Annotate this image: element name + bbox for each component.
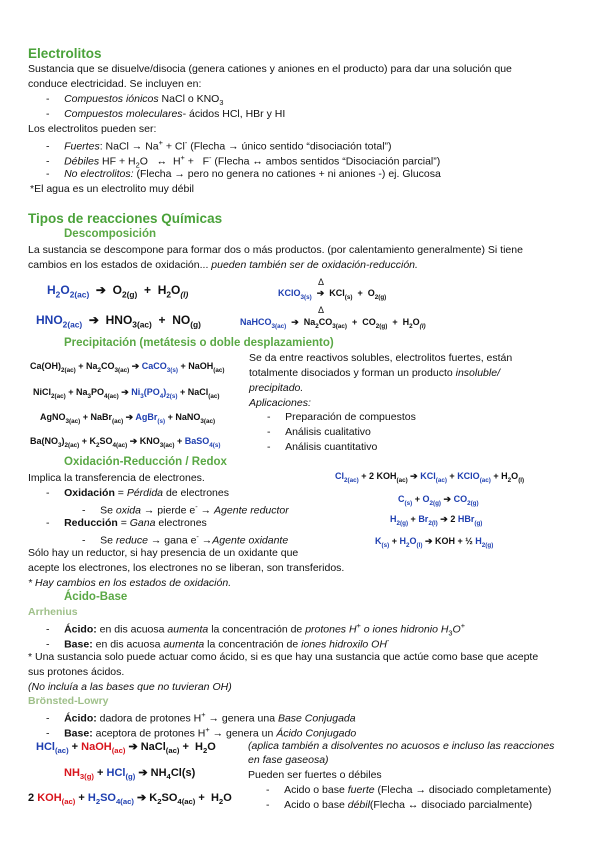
equation-acid-base-1: HCl$_{(ac)}$ + NaOH$_{(ac)}$ ➔ NaCl$_{(ac)}$ + $H_2O$ bbox=[36, 741, 216, 756]
list-item: - No electrolitos: (Flecha → pero no genera no cationes + ni aniones -) ej. Glucosa bbox=[46, 168, 441, 180]
paragraph: Sustancia que se disuelve/disocia (genera cationes y aniones en el producto) para dar una solución que bbox=[28, 63, 512, 75]
subsection-title-descomposicion: Descomposición bbox=[64, 228, 157, 240]
equation-precip-4: $Ba(NO_3)_{2(ac)} + K_2SO_{4(ac)}$ ➔ $KNO_{3(ac)}$ + BaSO$_{4(s)}$ bbox=[30, 436, 221, 449]
section-title-electrolitos: Electrolitos bbox=[28, 46, 102, 61]
paragraph: sus protones ácidos. bbox=[28, 666, 125, 678]
list-item: - Se oxida → pierde e- → Agente reductor bbox=[82, 502, 289, 517]
delta-symbol: Δ bbox=[318, 277, 325, 287]
equation-acid-base-3: 2 $KOH_{(ac)} + H_2SO_{4(ac)}$ ➔ $K_2SO_{4(ac)} + H_2O$ bbox=[28, 792, 232, 807]
list-item: - Acido o base débil(Flecha ↔ disociado parcialmente) bbox=[266, 799, 533, 811]
paragraph: conduce electricidad. Se incluyen en: bbox=[28, 78, 202, 90]
list-item: - Compuestos iónicos NaCl o $KNO_3$ bbox=[46, 93, 224, 108]
equation-h2o2: $H_2O_{2(ac)}$ ➔ $O_{2(g)} + H_2O_{(l)}$ bbox=[47, 283, 189, 300]
list-item: - Preparación de compuestos bbox=[267, 411, 416, 423]
paragraph: precipitado. bbox=[249, 382, 304, 394]
subsection-title-acido-base: Ácido-Base bbox=[64, 591, 128, 603]
list-item: - Análisis cualitativo bbox=[267, 426, 371, 438]
item-text: NaCl o KNO bbox=[158, 93, 220, 105]
list-item: - Compuestos moleculares- ácidos HCl, HBr y HI bbox=[46, 108, 286, 120]
equation-redox-4: $K_{(s)} + H_2O_{(l)}$ ➔ KOH + ½ $H_{2(g)}$ bbox=[375, 536, 494, 549]
list-item: - Acido o base fuerte (Flecha → disociado completamente) bbox=[266, 784, 552, 796]
paragraph: Los electrolitos pueden ser: bbox=[28, 123, 157, 135]
list-item: - Análisis cuantitativo bbox=[267, 441, 378, 453]
list-item: - Débiles HF + $H_2O$ ↔ H+ + F- (Flecha ↔ ambos sentidos “Disociación parcial”) bbox=[46, 153, 441, 170]
paragraph: * Una sustancia solo puede actuar como ácido, si es que hay una sustancia que actúe como base que acepte bbox=[28, 651, 539, 663]
paragraph: (No incluía a las bases que no tuvieran OH) bbox=[28, 681, 232, 693]
list-item: - Base: en dis acuosa aumenta la concentración de iones hidroxilo OH- bbox=[46, 636, 390, 651]
section-title-tipos: Tipos de reacciones Químicas bbox=[28, 211, 223, 226]
equation-kclo3: KClO$_{3(s)}$ ➔ $KCl_{(s)} + O_{2(g)}$ bbox=[278, 288, 387, 301]
paragraph: acepte los electrones, los electrones no se liberan, son transferidos. bbox=[28, 562, 345, 574]
paragraph: en fase gaseosa) bbox=[248, 754, 329, 766]
equation-redox-3: $H_{2(g)} + Br_{2(l)}$ ➔ 2 HBr$_{(g)}$ bbox=[390, 514, 483, 527]
subsection-title-precipitacion: Precipitación (metátesis o doble desplazamiento) bbox=[64, 337, 334, 349]
item-text: - ácidos HCl, HBr y HI bbox=[182, 108, 286, 120]
list-item: - Ácido: dadora de protones H+ → genera una Base Conjugada bbox=[46, 710, 356, 725]
paragraph: (aplica también a disolventes no acuosos e incluso las reacciones bbox=[248, 740, 555, 752]
item-label: Compuestos iónicos bbox=[64, 93, 159, 105]
equation-precip-1: $Ca(OH)_{2(ac)} + Na_2CO_{3(ac)}$ ➔ CaCO$_{3(s)}$ + NaOH$_{(ac)}$ bbox=[30, 361, 225, 374]
paragraph: Pueden ser fuertes o débiles bbox=[248, 769, 382, 781]
list-item: - Oxidación = Pérdida de electrones bbox=[46, 487, 229, 499]
subsection-title-redox: Oxidación-Reducción / Redox bbox=[64, 456, 227, 468]
paragraph: Se da entre reactivos solubles, electrolitos fuertes, están bbox=[249, 352, 513, 364]
heading-bronsted: Brönsted-Lowry bbox=[28, 695, 109, 707]
paragraph: totalmente disociados y forman un producto insoluble/ bbox=[249, 367, 500, 379]
note: *El agua es un electrolito muy débil bbox=[30, 183, 195, 195]
equation-nahco3: NaHCO$_{3(ac)}$ ➔ $Na_2CO_{3(ac)} + CO_{2(g)} + H_2O_{(l)}$ bbox=[240, 317, 426, 330]
paragraph: Sólo hay un reductor, si hay presencia de un oxidante que bbox=[28, 547, 299, 559]
paragraph: cambios en los estados de oxidación... pueden también ser de oxidación-reducción. bbox=[28, 259, 418, 271]
paragraph: La sustancia se descompone para formar dos o más productos. (por calentamiento generalmente) Si tiene bbox=[28, 244, 523, 256]
equation-hno2: $HNO_{2(ac)}$ ➔ $HNO_{3(ac)} + NO_{(g)}$ bbox=[36, 313, 201, 330]
delta-symbol: Δ bbox=[318, 305, 325, 315]
list-item: - Se reduce → gana e- →Agente oxidante bbox=[82, 532, 289, 547]
paragraph: Implica la transferencia de electrones. bbox=[28, 472, 205, 484]
equation-acid-base-2: $NH_{3(g)} + HCl_{(g)}$ ➔ $NH_4Cl(s)$ bbox=[64, 767, 196, 782]
item-label: Compuestos moleculares bbox=[64, 108, 183, 120]
paragraph: Aplicaciones: bbox=[249, 397, 311, 409]
heading-arrhenius: Arrhenius bbox=[28, 606, 78, 618]
list-item: - Ácido: en dis acuosa aumenta la concentración de protones H+ o iones hidronio $H_3O^+$ bbox=[46, 621, 465, 638]
equation-redox-1: $Cl_{2(ac)} + 2$ $KOH_{(ac)}$ ➔ KCl$_{(ac)}$ + KClO$_{(ac)}$ + $H_2O_{(l)}$ bbox=[335, 471, 525, 484]
note: * Hay cambios en los estados de oxidación. bbox=[28, 577, 232, 589]
list-item: - Reducción = Gana electrones bbox=[46, 517, 207, 529]
list-item: - Fuertes: NaCl → Na+ + Cl- (Flecha → único sentido “disociación total”) bbox=[46, 138, 392, 153]
equation-precip-3: AgNO$_{3(ac)}$ + NaBr$_{(ac)}$ ➔ AgBr$_{(s)}$ + NaNO$_{3(ac)}$ bbox=[40, 412, 216, 425]
equation-redox-2: $C_{(s)} + O_{2(g)}$ ➔ $CO_{2(g)}$ bbox=[398, 494, 479, 507]
list-item: - Base: aceptora de protones H+ → genera un Ácido Conjugado bbox=[46, 725, 357, 740]
equation-precip-2: NiCl$_{2(ac)}$ + $Na_3PO_{4(ac)}$ ➔ $Ni_3(PO_4)_{2(s)}$ + NaCl$_{(ac)}$ bbox=[33, 387, 220, 400]
